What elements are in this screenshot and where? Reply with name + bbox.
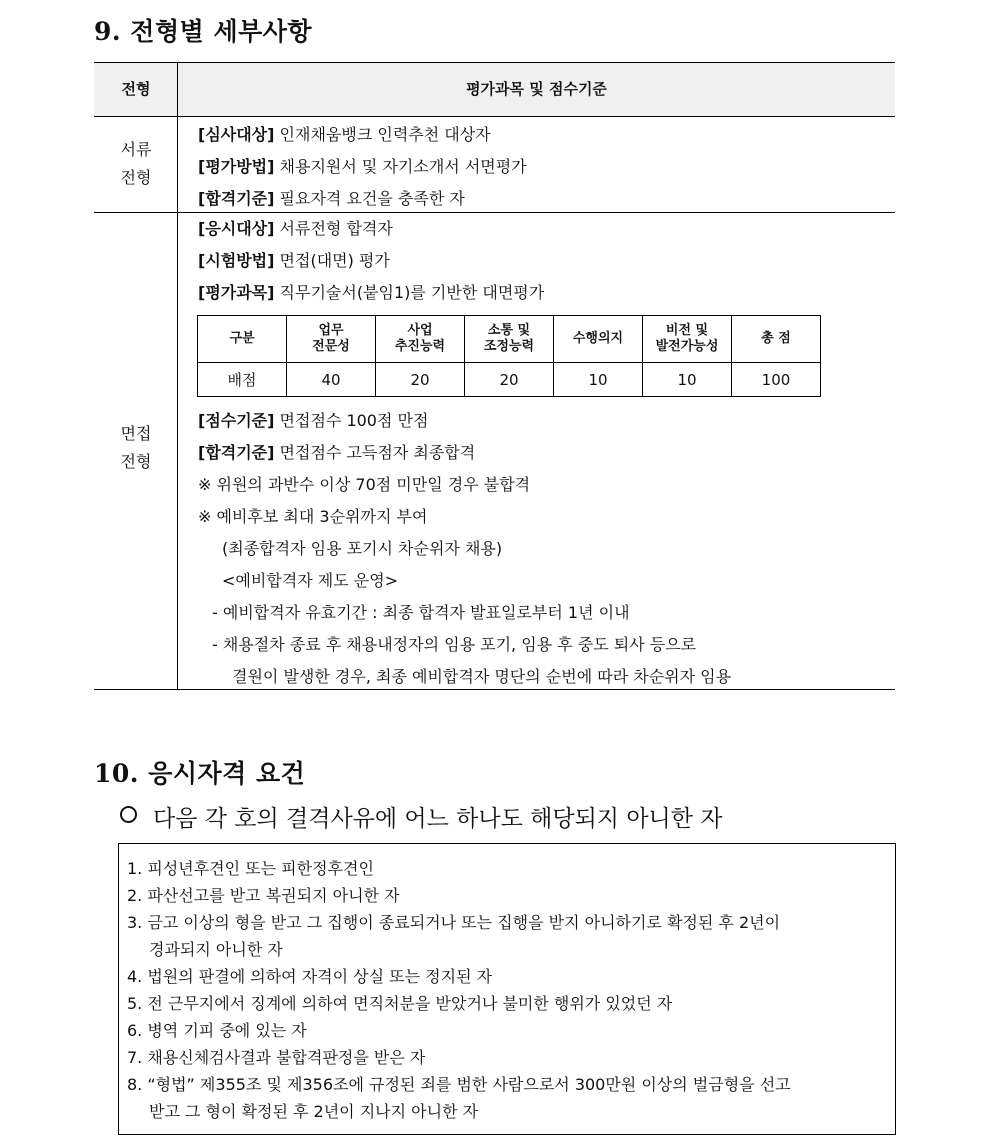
table-header-divider — [94, 116, 895, 117]
score-header-cell — [643, 316, 732, 363]
doc-line-method — [198, 154, 527, 177]
category-line: 면접 — [120, 424, 152, 443]
table-bottom-border — [94, 689, 895, 690]
list-item: 2. 파산선고를 받고 복권되지 아니한 자 — [127, 886, 400, 905]
score-value-cell: 10 — [643, 363, 732, 397]
interview-line-score — [198, 408, 428, 431]
score-value-cell: 20 — [465, 363, 554, 397]
category-document-screening — [94, 136, 178, 192]
header-line: 비전 및 — [665, 323, 709, 338]
category-interview — [94, 420, 178, 476]
list-item-continuation: 경과되지 아니한 자 — [149, 940, 283, 959]
header-line: 업무 — [318, 323, 344, 338]
score-header-cell — [287, 316, 376, 363]
note-item: <예비합격자 제도 운영> — [222, 571, 399, 590]
interview-line-pass — [198, 440, 475, 463]
line-text: 면접점수 100점 만점 — [274, 411, 429, 430]
line-label: [평가과목] — [198, 283, 275, 302]
note-item: ※ 예비후보 최대 3순위까지 부여 — [198, 507, 428, 526]
note-item: - 채용절차 종료 후 채용내정자의 임용 포기, 임용 후 중도 퇴사 등으로 — [212, 635, 697, 654]
header-category: 전형 — [121, 80, 151, 98]
note-item: 결원이 발생한 경우, 최종 예비합격자 명단의 순번에 따라 차순위자 임용 — [232, 667, 732, 686]
header-line: 소통 및 — [487, 323, 531, 338]
header-line: 추진능력 — [394, 339, 446, 354]
score-table-value-row — [198, 363, 821, 397]
score-value-cell: 10 — [554, 363, 643, 397]
section-10-title: 10. 응시자격 요건 — [94, 759, 306, 788]
interview-line-target — [198, 216, 393, 239]
score-value-cell: 40 — [287, 363, 376, 397]
line-label: [점수기준] — [198, 411, 275, 430]
eligibility-intro-text: 다음 각 호의 결격사유에 어느 하나도 해당되지 아니한 자 — [153, 806, 723, 832]
interview-line-method — [198, 248, 390, 271]
line-text: 직무기술서(붙임1)를 기반한 대면평가 — [274, 283, 545, 302]
score-value-cell: 배점 — [198, 363, 287, 397]
doc-line-target — [198, 122, 491, 145]
note-item: (최종합격자 임용 포기시 차순위자 채용) — [222, 539, 503, 558]
header-line: 사업 — [407, 323, 433, 338]
interview-line-subject — [198, 280, 544, 303]
score-header-cell — [198, 316, 287, 363]
list-item: 6. 병역 기피 중에 있는 자 — [127, 1021, 307, 1040]
header-line: 발전가능성 — [655, 339, 719, 354]
category-line: 전형 — [120, 168, 152, 187]
header-line: 구분 — [229, 331, 255, 346]
doc-line-pass — [198, 186, 465, 209]
list-item: 4. 법원의 판결에 의하여 자격이 상실 또는 정지된 자 — [127, 967, 493, 986]
list-item: 7. 채용신체검사결과 불합격판정을 받은 자 — [127, 1048, 426, 1067]
disqualification-list-box — [118, 843, 896, 1135]
line-label: [합격기준] — [198, 189, 275, 208]
line-text: 면접점수 고득점자 최종합격 — [274, 443, 476, 462]
score-header-cell — [465, 316, 554, 363]
score-header-cell — [732, 316, 821, 363]
line-label: [심사대상] — [198, 125, 275, 144]
list-item-continuation: 받고 그 형이 확정된 후 2년이 지나지 아니한 자 — [149, 1102, 479, 1121]
section-9-title: 9. 전형별 세부사항 — [94, 17, 313, 46]
line-label: [합격기준] — [198, 443, 275, 462]
header-line: 조정능력 — [483, 339, 535, 354]
line-text: 서류전형 합격자 — [274, 219, 393, 238]
category-line: 전형 — [120, 452, 152, 471]
header-line: 전문성 — [312, 339, 350, 354]
list-item: 8. “형법” 제355조 및 제356조에 규정된 죄를 범한 사람으로서 300만원 이상의 벌금형을 선고 — [127, 1075, 791, 1094]
category-line: 서류 — [120, 140, 152, 159]
score-header-cell — [376, 316, 465, 363]
circle-bullet-icon — [120, 806, 137, 823]
score-value-cell: 100 — [732, 363, 821, 397]
header-criteria: 평가과목 및 점수기준 — [466, 80, 607, 98]
note-item: ※ 위원의 과반수 이상 70점 미만일 경우 불합격 — [198, 475, 531, 494]
score-header-cell — [554, 316, 643, 363]
line-label: [시험방법] — [198, 251, 275, 270]
table-row-divider — [94, 212, 895, 213]
line-text: 인재채움뱅크 인력추천 대상자 — [274, 125, 491, 144]
eligibility-intro — [120, 800, 723, 833]
score-table-header-row — [198, 316, 821, 363]
list-item: 1. 피성년후견인 또는 피한정후견인 — [127, 859, 374, 878]
line-label: [평가방법] — [198, 157, 275, 176]
line-label: [응시대상] — [198, 219, 275, 238]
header-line: 총 점 — [761, 331, 791, 346]
list-item: 3. 금고 이상의 형을 받고 그 집행이 종료되거나 또는 집행을 받지 아니하기로 확정된 후 2년이 — [127, 913, 781, 932]
line-text: 면접(대면) 평가 — [274, 251, 390, 270]
header-line: 수행의지 — [572, 331, 624, 346]
interview-score-table — [197, 315, 821, 397]
score-value-cell: 20 — [376, 363, 465, 397]
list-item: 5. 전 근무지에서 징계에 의하여 면직처분을 받았거나 불미한 행위가 있었던 자 — [127, 994, 673, 1013]
note-item: - 예비합격자 유효기간 : 최종 합격자 발표일로부터 1년 이내 — [212, 603, 630, 622]
line-text: 필요자격 요건을 충족한 자 — [274, 189, 465, 208]
line-text: 채용지원서 및 자기소개서 서면평가 — [274, 157, 527, 176]
